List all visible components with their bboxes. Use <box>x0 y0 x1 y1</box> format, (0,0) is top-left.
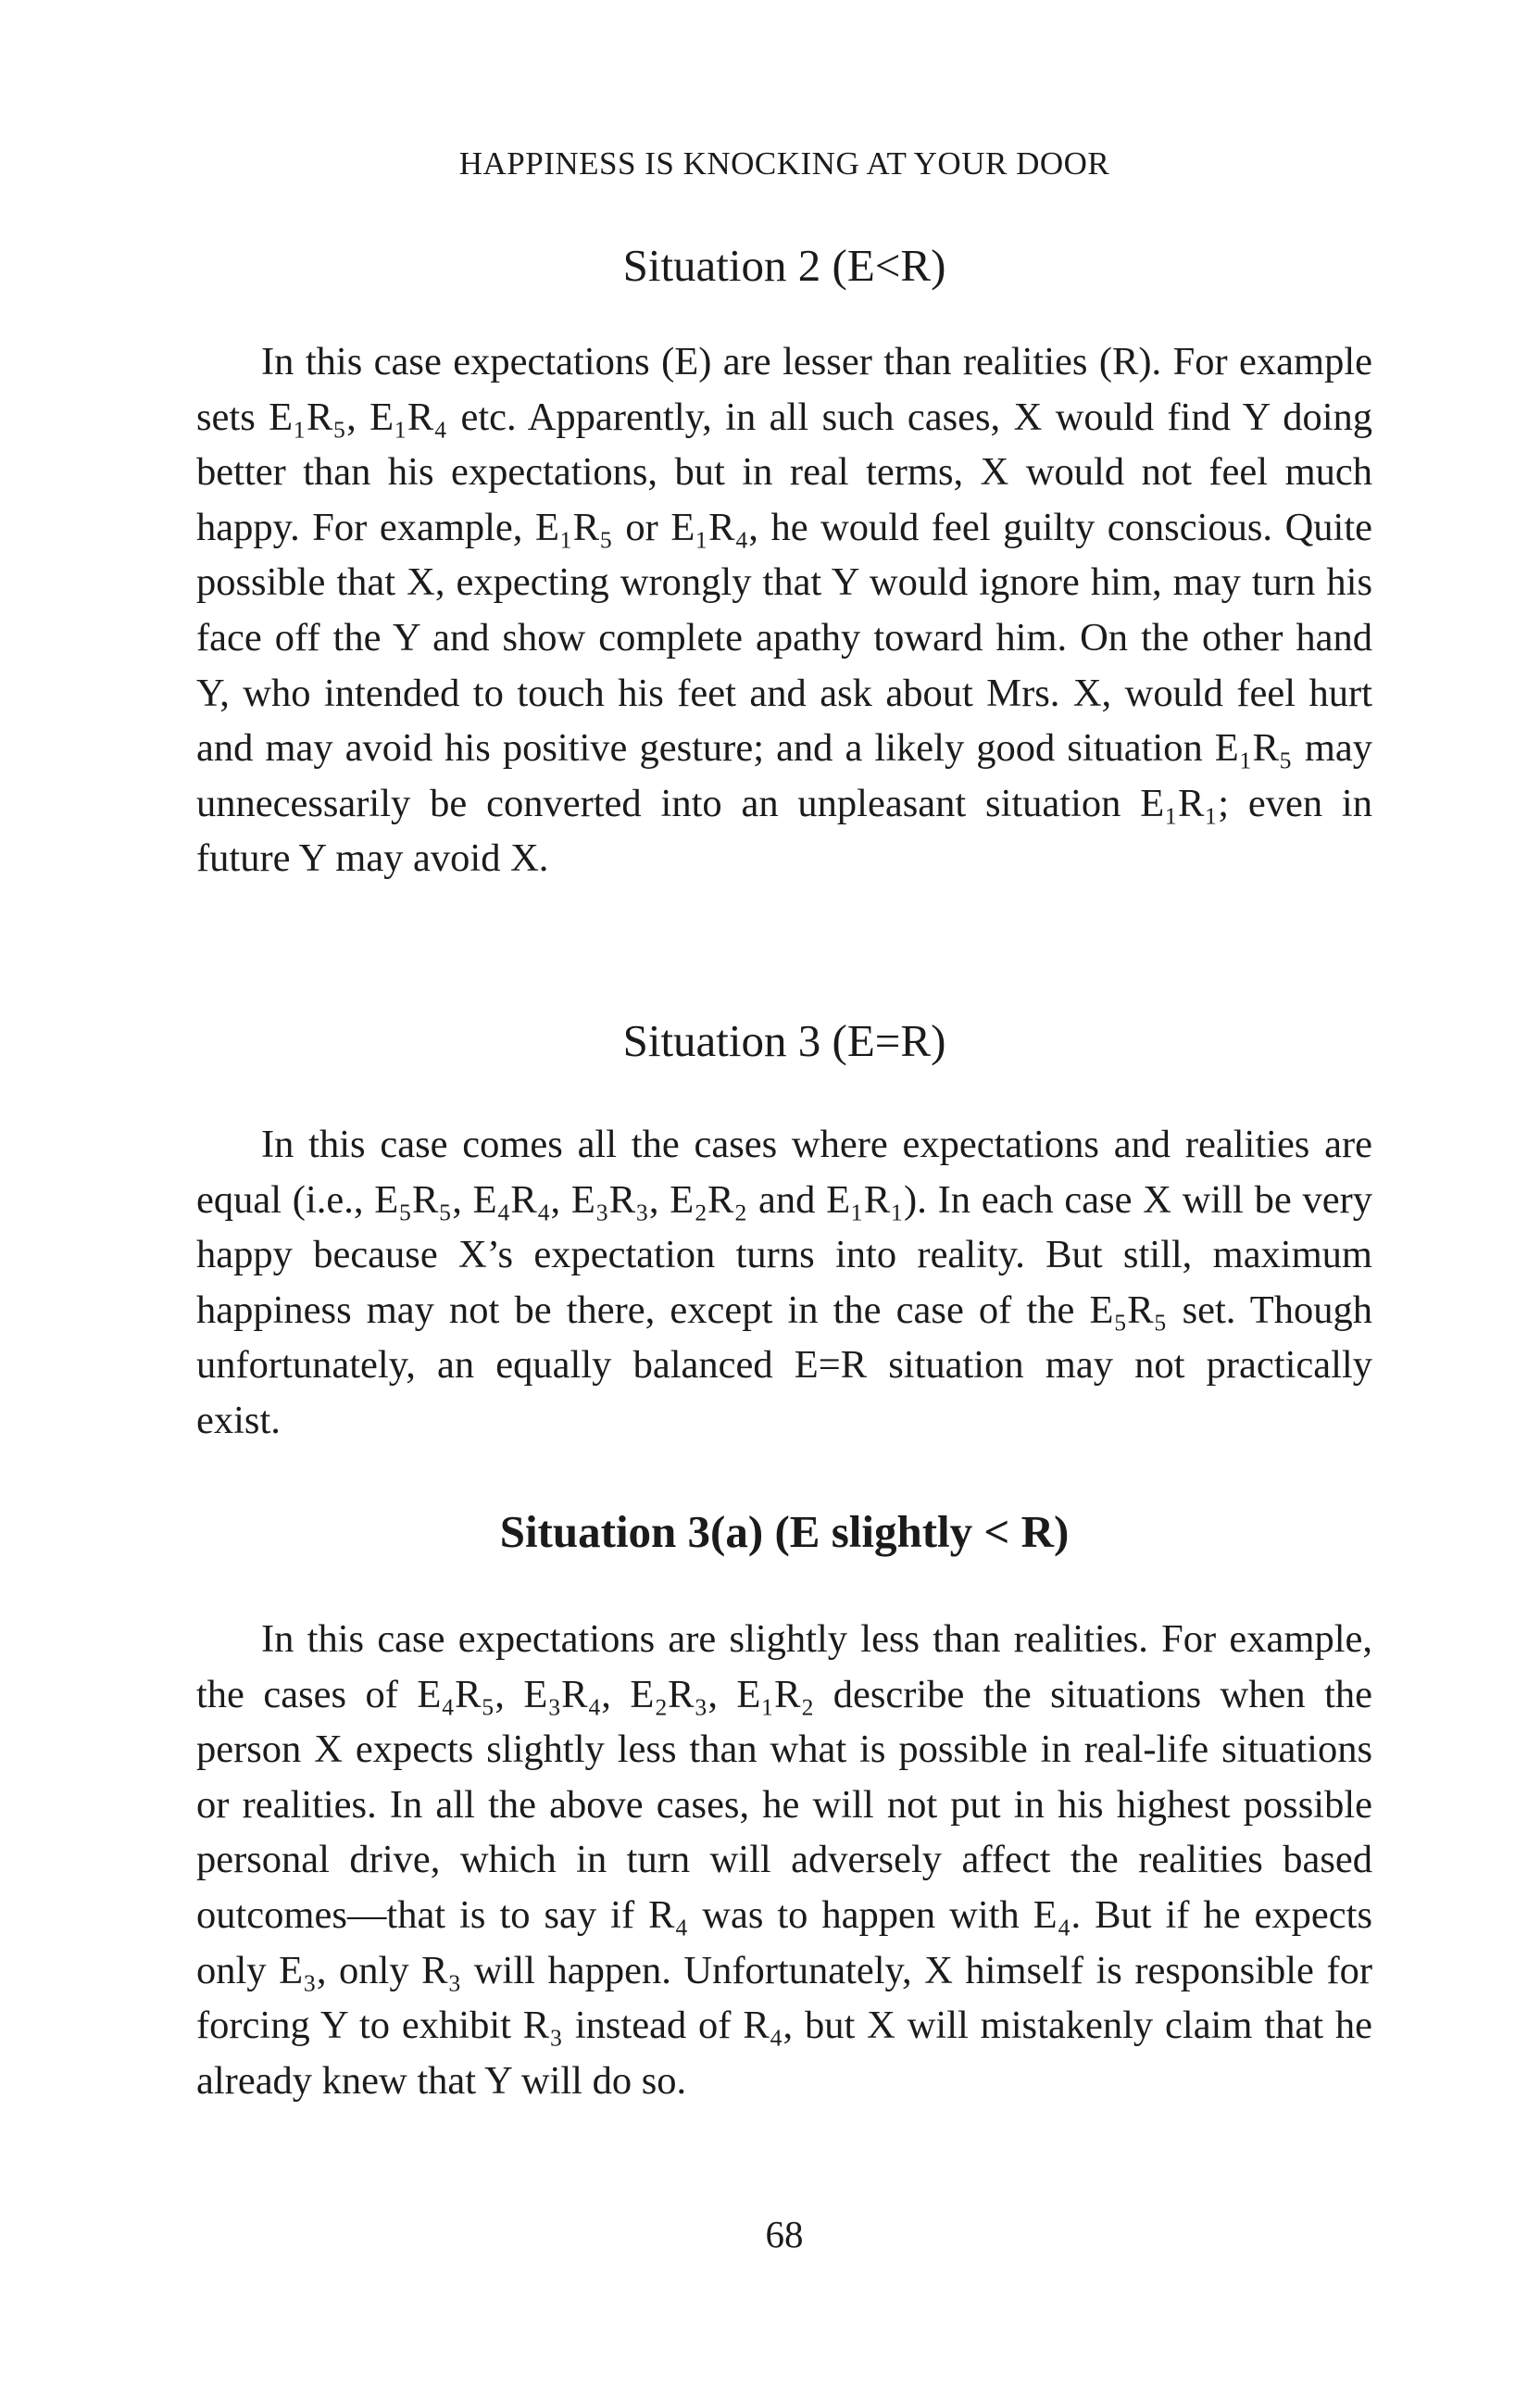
book-page <box>196 0 1372 2387</box>
page-number: 68 <box>765 2213 804 2255</box>
paragraph-situation-3 <box>196 1117 1372 1449</box>
section-heading-situation-2: Situation 2 (E<R) <box>622 240 946 291</box>
running-head: HAPPINESS IS KNOCKING AT YOUR DOOR <box>458 145 1110 182</box>
section-heading-situation-3: Situation 3 (E=R) <box>622 1015 946 1066</box>
paragraph-situation-3a <box>196 1612 1372 2108</box>
paragraph-situation-2 <box>196 334 1372 886</box>
paragraph-text: In this case expectations (E) are lesser than realities (R). For example sets E₁R₅, E₁R₄ etc. Apparently, in all such cases, X would find Y doing better than his expectations, but in real terms, X would not feel much happy. For example, E₁R₅ or E₁R₄, he would feel guilty conscious. Quite possible that X, expecting wrongly that Y would ignore him, may turn his face off the Y and show complete apathy toward him. On the other hand Y, who intended to touch his feet and ask about Mrs. X, would feel hurt and may avoid his positive gesture; and a likely good situation E₁R₅ may unnecessarily be converted into an unpleasant situation E₁R₁; even in future Y may avoid X. <box>196 340 1372 881</box>
paragraph-text: In this case expectations are slightly less than realities. For example, the cases of E₄R₅, E₃R₄, E₂R₃, E₁R₂ describe the situations when the person X expects slightly less than what is possible in real-life situations or realities. In all the above cases, he will not put in his highest possible personal drive, which in turn will adversely affect the realities based outcomes—that is to say if R₄ was to happen with E₄. But if he expects only E₃, only R₃ will happen. Unfortunately, X himself is responsible for forcing Y to exhibit R₃ instead of R₄, but X will mistakenly claim that he already knew that Y will do so. <box>196 1617 1372 2103</box>
paragraph-text: In this case comes all the cases where expectations and realities are equal (i.e., E₅R₅, E₄R₄, E₃R₃, E₂R₂ and E₁R₁). In each case X will be very happy because X’s expectation turns into reality. But still, maximum happiness may not be there, except in the case of the E₅R₅ set. Though unfortunately, an equally balanced E=R situation may not practically exist. <box>196 1123 1372 1442</box>
section-heading-situation-3a: Situation 3(a) (E slightly < R) <box>499 1506 1070 1557</box>
